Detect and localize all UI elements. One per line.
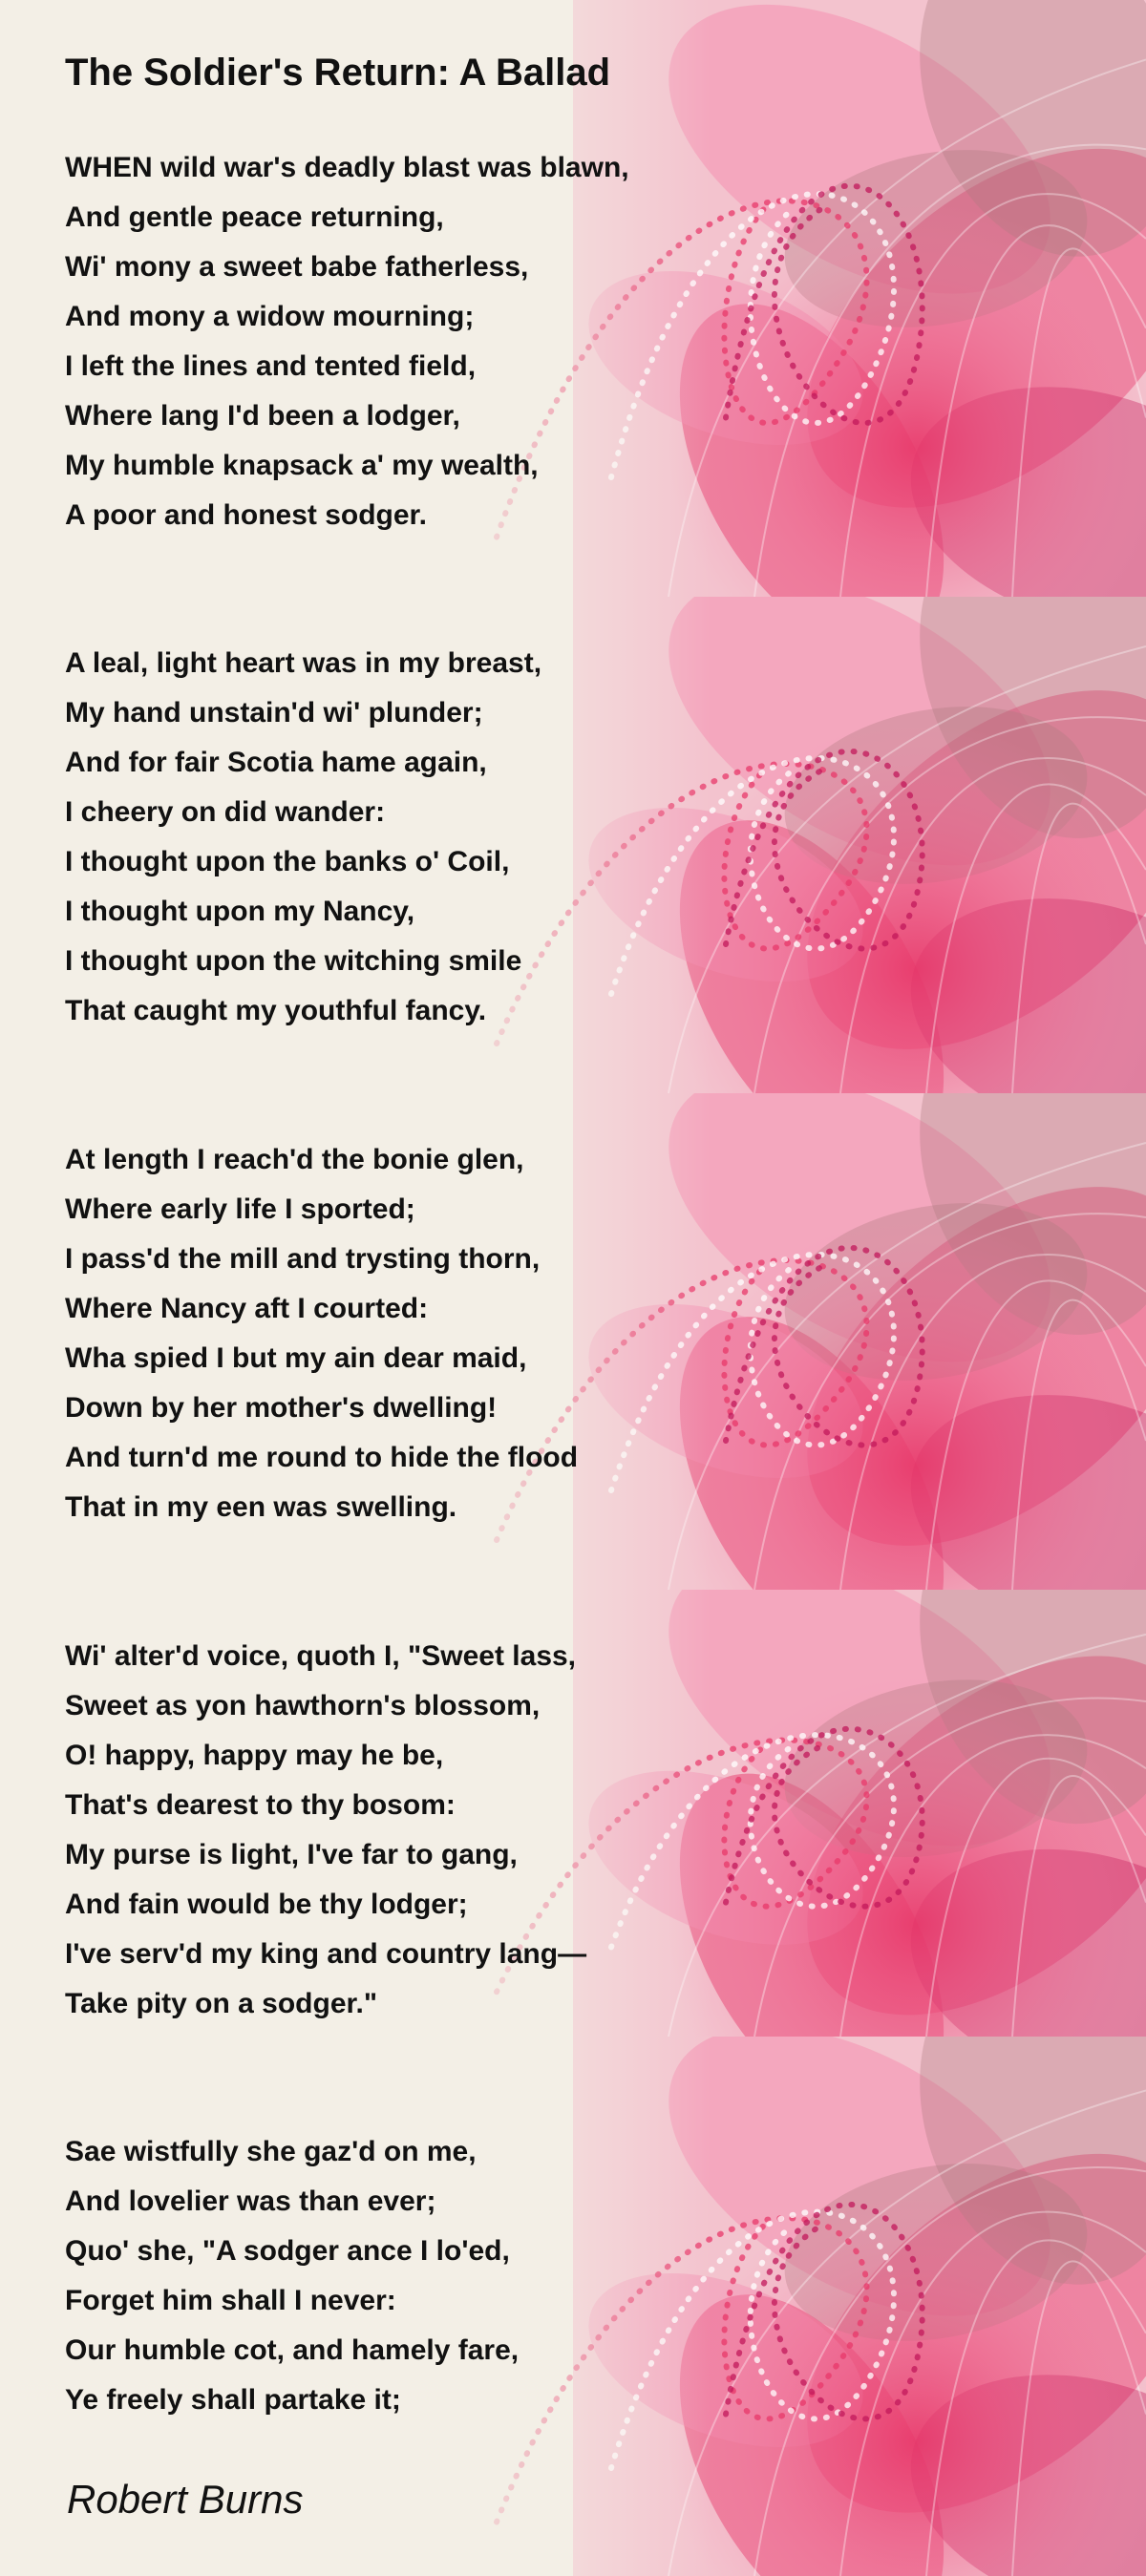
poem-title: The Soldier's Return: A Ballad: [65, 52, 611, 94]
poem-line: And mony a widow mourning;: [65, 301, 475, 332]
poem-line: Where Nancy aft I courted:: [65, 1293, 429, 1324]
poem-line: My purse is light, I've far to gang,: [65, 1839, 518, 1870]
poem-line: A poor and honest sodger.: [65, 499, 427, 531]
poem-line: Forget him shall I never:: [65, 2285, 396, 2316]
poem-line: I pass'd the mill and trysting thorn,: [65, 1243, 541, 1275]
poem-line: Quo' she, "A sodger ance I lo'ed,: [65, 2235, 510, 2267]
poem-line: I thought upon the banks o' Coil,: [65, 846, 510, 877]
poem-line: At length I reach'd the bonie glen,: [65, 1144, 524, 1175]
poem-line: Sae wistfully she gaz'd on me,: [65, 2136, 477, 2167]
poem-line: Wi' alter'd voice, quoth I, "Sweet lass,: [65, 1640, 577, 1672]
poem-line: I thought upon the witching smile: [65, 945, 522, 977]
poem-line: Wi' mony a sweet babe fatherless,: [65, 251, 529, 283]
poem-line: And gentle peace returning,: [65, 201, 444, 233]
poem-line: That caught my youthful fancy.: [65, 995, 487, 1026]
poem-line: That in my een was swelling.: [65, 1491, 457, 1523]
stanza-3: [65, 1135, 578, 1532]
poem-line: Sweet as yon hawthorn's blossom,: [65, 1690, 541, 1721]
poem-line: I thought upon my Nancy,: [65, 896, 415, 927]
poem-author: Robert Burns: [67, 2477, 304, 2522]
stanza-5: [65, 2127, 519, 2425]
poem-line: Where early life I sported;: [65, 1193, 415, 1225]
stanza-2: [65, 639, 541, 1036]
poem-line: And fain would be thy lodger;: [65, 1889, 468, 1920]
poem-line: Down by her mother's dwelling!: [65, 1392, 498, 1424]
poem-line: And turn'd me round to hide the flood: [65, 1442, 579, 1473]
poem-line: I cheery on did wander:: [65, 796, 386, 828]
poem-line: O! happy, happy may he be,: [65, 1740, 444, 1771]
poem-line: Where lang I'd been a lodger,: [65, 400, 460, 432]
poem-line: WHEN wild war's deadly blast was blawn,: [65, 152, 629, 183]
poem-line: I've serv'd my king and country lang—: [65, 1938, 587, 1970]
poem-line: Wha spied I but my ain dear maid,: [65, 1342, 527, 1374]
poem-line: Ye freely shall partake it;: [65, 2384, 401, 2416]
poem-line: My hand unstain'd wi' plunder;: [65, 697, 483, 728]
poem-line: Take pity on a sodger.": [65, 1988, 378, 2019]
stanza-1: [65, 143, 629, 540]
poem-line: My humble knapsack a' my wealth,: [65, 450, 539, 481]
poem-line: I left the lines and tented field,: [65, 350, 477, 382]
stanza-4: [65, 1632, 586, 2029]
poem-line: Our humble cot, and hamely fare,: [65, 2334, 520, 2366]
poem-line: That's dearest to thy bosom:: [65, 1789, 456, 1821]
poem-line: And for fair Scotia hame again,: [65, 747, 487, 778]
poem-line: A leal, light heart was in my breast,: [65, 647, 542, 679]
poem-line: And lovelier was than ever;: [65, 2185, 436, 2217]
